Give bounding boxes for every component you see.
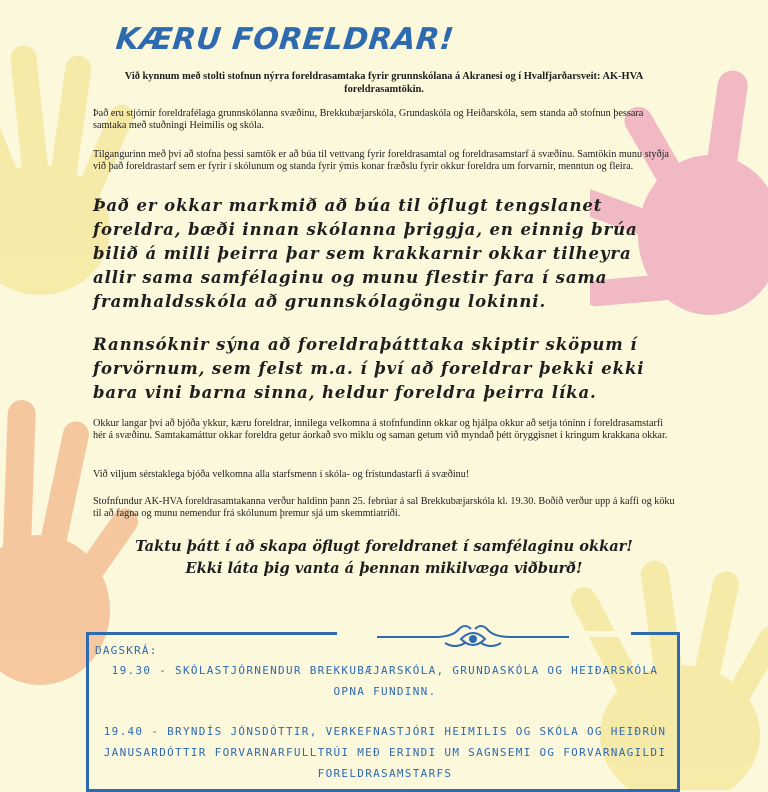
intro-subtitle: Við kynnum með stolti stofnun nýrra foreldrasamtaka fyrir grunnskólana á Akranesi og í Hvalfjarðarsveit: AK-HVA foreldrasamtökin.	[124, 71, 644, 95]
highlight-network: Það er okkar markmið að búa til öflugt tengslanet foreldra, bæði innan skólanna þriggja, en einnig brúa bilið á milli þeirra þar sem krakkarnir okkar tilheyra allir sama samfélaginu og munu flestir fara í sama framhaldsskóla að grunnskólagöngu lokinni.	[93, 196, 638, 311]
paragraph-staff-welcome: Við viljum sérstaklega bjóða velkomna alla starfsmenn í skóla- og frístundastarfi á svæðinu!	[93, 469, 470, 480]
page-title: KÆRU FORELDRAR!	[114, 22, 456, 57]
cta-line-2: Ekki láta þig vanta á þennan mikilvæga viðburð!	[185, 560, 583, 577]
ornament-flourish-icon	[375, 623, 571, 653]
schedule-item-opening: 19.30 - SKÓLASTJÓRNENDUR BREKKUBÆJARSKÓLA, GRUNDASKÓLA OG HEIÐARSKÓLA OPNA FUNDINN.	[111, 664, 659, 698]
paragraph-organizers: Það eru stjórnir foreldrafélaga grunnskólanna svæðinu, Brekkubæjarskóla, Grundaskóla og Heiðarskóla, sem standa að stofnun þessara samtaka með stuðningi Heimilis og skóla.	[93, 108, 644, 132]
highlight-research: Rannsóknir sýna að foreldraþátttaka skiptir sköpum í forvörnum, sem felst m.a. í því að foreldrar þekki ekki bara vini barna sinna, heldur foreldra þeirra líka.	[93, 335, 645, 402]
schedule-label: DAGSKRÁ:	[95, 644, 158, 657]
cta-line-1: Taktu þátt í að skapa öflugt foreldranet í samfélaginu okkar!	[135, 538, 633, 555]
paragraph-meeting-details: Stofnfundur AK-HVA foreldrasamtakanna verður haldinn þann 25. febrúar á sal Brekkubæjarskóla kl. 19.30. Boðið verður upp á kaffi og köku til að fagna og munu nemendur frá skólunum þremur sjá um skemmtiatriði.	[93, 496, 675, 520]
schedule-item-talk: 19.40 - BRYNDÍS JÓNSDÓTTIR, VERKEFNASTJÓRI HEIMILIS OG SKÓLA OG HEIÐRÚN JANUSARDÓTTIR FORVARNARFULLTRÚI MEÐ ERINDI UM SAGNSEMI OG FORVARNAGILDI FORELDRASAMSTARFS	[103, 725, 667, 780]
paragraph-invitation: Okkur langar því að bjóða ykkur, kæru foreldrar, innilega velkomna á stofnfundinn okkar og hjálpa okkur að setja tóninn í foreldrasamstarfi hér á svæðinu. Samtakamáttur okkar foreldra getur áorkað svo miklu og saman getum við myndað þétt öryggisnet í kringum krakkana okkar.	[93, 418, 668, 442]
paragraph-purpose: Tilgangurinn með því að stofna þessi samtök er að búa til vettvang fyrir foreldrasamtal og foreldrasamstarf á svæðinu. Samtökin munu styðja við það foreldrastarf sem er fyrir í skólunum og standa fyrir ýmis konar fræðslu fyrir okkur foreldra um forvarnir, menntun og fleira.	[93, 149, 669, 173]
